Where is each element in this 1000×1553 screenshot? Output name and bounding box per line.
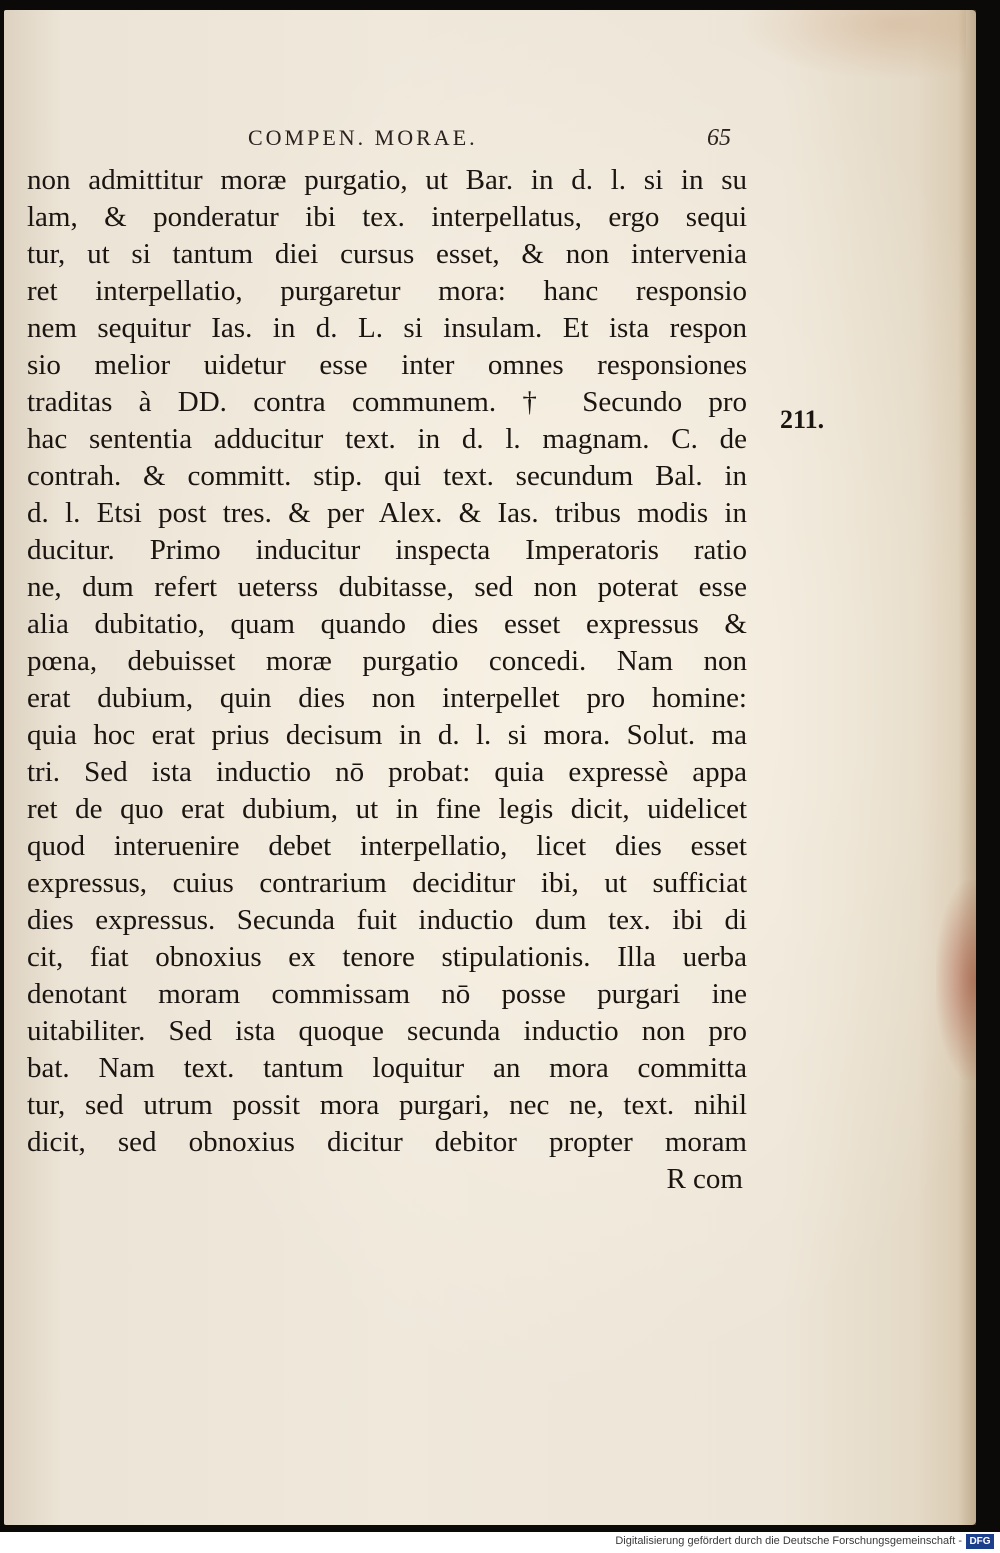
text-line: denotant moram commissam nō posse purgari ine [27,978,747,1010]
catchword-line: R com [666,1163,743,1195]
text-line: ret de quo erat dubium, ut in fine legis dicit, uidelicet [27,793,747,825]
text-line: nem sequitur Ias. in d. L. si insulam. Et ista respon [27,312,747,344]
credit-bar [0,1532,1000,1553]
text-line: uitabiliter. Sed ista quoque secunda inductio non pro [27,1015,747,1047]
text-line: tri. Sed ista inductio nō probat: quia expressè appa [27,756,747,788]
text-line: dies expressus. Secunda fuit inductio dum tex. ibi di [27,904,747,936]
text-line: ret interpellatio, purgaretur mora: hanc responsio [27,275,747,307]
marginal-note: 211. [780,405,825,434]
running-title: COMPEN. MORAE. [248,125,478,150]
running-head [4,125,976,155]
text-line: quia hoc erat prius decisum in d. l. si mora. Solut. ma [27,719,747,751]
body-text [27,162,747,1198]
credit-text: Digitalisierung gefördert durch die Deutsche Forschungsgemeinschaft - [615,1535,962,1547]
text-line: hac sententia adducitur text. in d. l. magnam. C. de [27,423,747,455]
text-line: tur, sed utrum possit mora purgari, nec ne, text. nihil [27,1089,747,1121]
dfg-logo: DFG [966,1534,994,1549]
text-line: d. l. Etsi post tres. & per Alex. & Ias. tribus modis in [27,497,747,529]
text-line: sio melior uidetur esse inter omnes responsiones [27,349,747,381]
text-line: cit, fiat obnoxius ex tenore stipulationis. Illa uerba [27,941,747,973]
text-line: non admittitur moræ purgatio, ut Bar. in d. l. si in su [27,164,747,196]
text-line: ducitur. Primo inducitur inspecta Imperatoris ratio [27,534,747,566]
book-page [4,10,976,1525]
text-line: contrah. & committ. stip. qui text. secundum Bal. in [27,460,747,492]
text-line: dicit, sed obnoxius dicitur debitor propter moram [27,1126,747,1158]
page-number: 65 [707,125,731,151]
text-line: tur, ut si tantum diei cursus esset, & non intervenia [27,238,747,270]
page-stain [736,10,966,80]
text-line: lam, & ponderatur ibi tex. interpellatus, ergo sequi [27,201,747,233]
text-line: erat dubium, quin dies non interpellet pro homine: [27,682,747,714]
text-line: alia dubitatio, quam quando dies esset expressus & [27,608,747,640]
text-line: bat. Nam text. tantum loquitur an mora committa [27,1052,747,1084]
text-line: pœna, debuisset moræ purgatio concedi. Nam non [27,645,747,677]
text-line: quod interuenire debet interpellatio, licet dies esset [27,830,747,862]
page-edge-stain [936,880,976,1080]
text-line: traditas à DD. contra communem. † Secundo pro [27,386,747,418]
text-line: ne, dum refert ueterss dubitasse, sed non poterat esse [27,571,747,603]
text-line: expressus, cuius contrarium deciditur ibi, ut sufficiat [27,867,747,899]
